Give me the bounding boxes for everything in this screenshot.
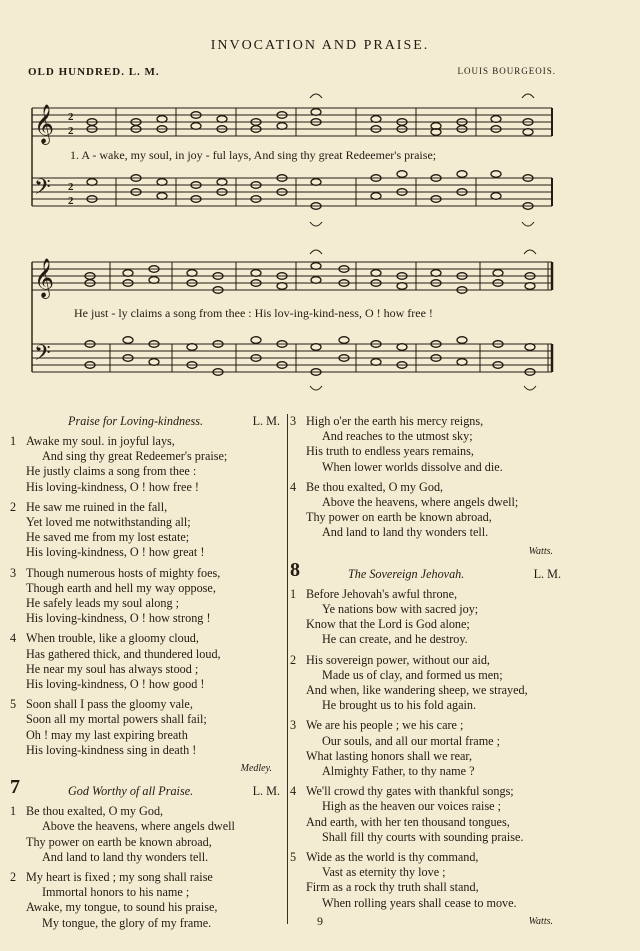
hymn-meter: L. M. — [533, 566, 561, 581]
hymn-heading — [10, 414, 284, 432]
time-signature: 2 — [68, 111, 74, 123]
music-system-2 — [24, 246, 560, 406]
tune-header — [28, 66, 556, 82]
column-divider — [287, 414, 288, 924]
verse-line: He saved me from my lost estate; — [26, 530, 190, 545]
stanza — [290, 587, 565, 648]
verse-line: His loving-kindness, O ! how strong ! — [26, 611, 211, 626]
verse-line: Awake, my tongue, to sound his praise, — [26, 900, 218, 915]
verse-line: His truth to endless years remains, — [306, 444, 474, 459]
stanza-number: 1 — [10, 434, 17, 448]
page-number: 9 — [317, 914, 323, 928]
verse-line: Firm as a rock thy truth shall stand, — [306, 880, 479, 895]
verse-line: Soon shall I pass the gloomy vale, — [26, 697, 193, 712]
verse-line: He can create, and he destroy. — [322, 632, 468, 647]
verse-line: And when, like wandering sheep, we strayed, — [306, 683, 528, 698]
verse-line: What lasting honors shall we rear, — [306, 748, 473, 763]
verse-line: Know that the Lord is God alone; — [306, 617, 470, 632]
svg-text:2: 2 — [68, 195, 74, 207]
treble-clef-icon: 𝄞 — [34, 104, 55, 144]
verse-line: Immortal honors to his name ; — [42, 885, 190, 900]
hymn-author: Watts. — [528, 545, 553, 557]
verse-line: Ye nations bow with sacred joy; — [322, 602, 479, 617]
hymn-title: God Worthy of all Praise. — [68, 784, 194, 799]
treble-notes — [85, 263, 535, 294]
stanza — [290, 653, 565, 714]
verse-line: He safely leads my soul along ; — [26, 596, 179, 611]
lyric-line-2: He just - ly claims a song from thee : His lov-ing-kind-ness, O ! how free ! — [74, 306, 433, 320]
verse-line: Yet loved me notwithstanding all; — [26, 515, 191, 530]
stanza-number: 2 — [290, 652, 297, 667]
hymn-number: 7 — [10, 776, 20, 799]
stanza-number: 2 — [10, 499, 17, 514]
stanza — [290, 414, 565, 475]
stanza-number: 5 — [290, 850, 297, 865]
stanza-number: 2 — [10, 870, 17, 885]
stanza — [10, 697, 284, 758]
bass-notes — [87, 171, 533, 210]
bass-notes — [85, 337, 535, 376]
verse-line: High as the heaven our voices raise ; — [322, 799, 502, 814]
hymn-heading — [10, 776, 284, 802]
verse-line: Almighty Father, to thy name ? — [322, 764, 475, 779]
hymn-meter: L. M. — [252, 784, 280, 799]
stanza-number: 4 — [10, 631, 17, 646]
hymn-title: The Sovereign Jehovah. — [348, 566, 465, 581]
verse-line: Be thou exalted, O my God, — [26, 804, 164, 819]
verse-line: His sovereign power, without our aid, — [306, 652, 490, 667]
hymn-number: 8 — [290, 558, 300, 581]
verse-line: When lower worlds dissolve and die. — [322, 459, 503, 474]
verse-line: And earth, with her ten thousand tongues, — [306, 814, 510, 829]
verse-line: Before Jehovah's awful throne, — [306, 586, 458, 601]
verse-line: Above the heavens, where angels dwell — [42, 819, 235, 834]
stanza — [290, 850, 565, 911]
stanza-number: 1 — [10, 804, 17, 819]
verse-line: Shall fill thy courts with sounding praise. — [322, 829, 524, 844]
bass-clef-icon: 𝄢 — [34, 341, 51, 371]
verse-line: He near my soul has always stood ; — [26, 661, 199, 676]
verse-line: He saw me ruined in the fall, — [26, 499, 168, 514]
verse-line: Has gathered thick, and thundered loud, — [26, 646, 221, 661]
verse-line: Thy power on earth be known abroad, — [26, 834, 212, 849]
verse-line: Though numerous hosts of mighty foes, — [26, 565, 221, 580]
page-title: INVOCATION AND PRAISE. — [210, 38, 430, 53]
verse-line: Our souls, and all our mortal frame ; — [322, 733, 501, 748]
verse-line: High o'er the earth his mercy reigns, — [306, 414, 484, 428]
verse-line: His loving-kindness sing in death ! — [26, 742, 197, 757]
stanza-number: 5 — [10, 697, 17, 712]
verse-line: My heart is fixed ; my song shall raise — [26, 870, 213, 885]
verse-line: Thy power on earth be known abroad, — [306, 510, 492, 525]
verse-line: Though earth and hell my way oppose, — [26, 580, 216, 595]
stanza — [10, 500, 284, 561]
verse-line: We'll crowd thy gates with thankful songs; — [306, 784, 514, 799]
music-system-1 — [24, 86, 560, 246]
stanza — [10, 804, 284, 865]
bass-clef-icon: 𝄢 — [34, 175, 51, 205]
stanza — [290, 480, 565, 541]
treble-staff — [32, 108, 552, 136]
verse-line: Be thou exalted, O my God, — [306, 479, 444, 494]
stanza-number: 3 — [290, 414, 297, 428]
svg-text:2: 2 — [68, 125, 74, 137]
verse-line: Soon all my mortal powers shall fail; — [26, 712, 207, 727]
hymn-meter: L. M. — [252, 414, 280, 428]
verse-line: Made us of clay, and formed us men; — [322, 667, 503, 682]
verse-line: My tongue, the glory of my frame. — [42, 915, 212, 930]
verse-line: Oh ! may my last expiring breath — [26, 727, 188, 742]
verse-line: Vast as eternity thy love ; — [322, 865, 446, 880]
verse-line: And land to land thy wonders tell. — [322, 525, 489, 540]
verse-line: He brought us to his fold again. — [322, 698, 477, 713]
verse-line: His loving-kindness, O ! how great ! — [26, 545, 205, 560]
hymn-author: Watts. — [528, 915, 553, 927]
verse-line: When trouble, like a gloomy cloud, — [26, 631, 199, 646]
verse-line: We are his people ; we his care ; — [306, 718, 464, 733]
svg-text:2: 2 — [68, 181, 74, 193]
stanza-number: 3 — [290, 718, 297, 733]
hymn-heading — [290, 558, 565, 585]
verse-line: And sing thy great Redeemer's praise; — [42, 449, 228, 464]
stanza-number: 4 — [290, 479, 297, 494]
verse-line: And reaches to the utmost sky; — [322, 429, 473, 444]
stanza-number: 4 — [290, 784, 297, 799]
stanza — [290, 718, 565, 779]
left-column — [10, 414, 284, 936]
right-column — [290, 414, 565, 937]
verse-line: Awake my soul. in joyful lays, — [26, 434, 175, 448]
verse-line: Wide as the world is thy command, — [306, 850, 479, 865]
stanza — [10, 434, 284, 495]
stanza-number: 1 — [290, 586, 297, 601]
stanza-number: 3 — [10, 565, 17, 580]
verse-line: And land to land thy wonders tell. — [42, 849, 209, 864]
bass-staff — [32, 178, 552, 206]
stanza — [290, 784, 565, 845]
hymn-title: Praise for Loving-kindness. — [68, 414, 204, 428]
tune-name: OLD HUNDRED. L. M. — [28, 66, 160, 78]
lyric-line-1: 1. A - wake, my soul, in joy - ful lays, And sing thy great Redeemer's praise; — [70, 148, 437, 162]
verse-line: Above the heavens, where angels dwell; — [322, 495, 519, 510]
tune-composer: LOUIS BOURGEOIS. — [457, 66, 556, 76]
verse-line: His loving-kindness, O ! how free ! — [26, 479, 199, 494]
verse-line: He justly claims a song from thee : — [26, 464, 197, 479]
verse-line: When rolling years shall cease to move. — [322, 895, 517, 910]
verse-line: His loving-kindness, O ! how good ! — [26, 677, 205, 692]
stanza — [10, 631, 284, 692]
treble-clef-icon: 𝄞 — [34, 258, 55, 298]
stanza — [10, 566, 284, 627]
hymn-author: Medley. — [240, 763, 272, 775]
